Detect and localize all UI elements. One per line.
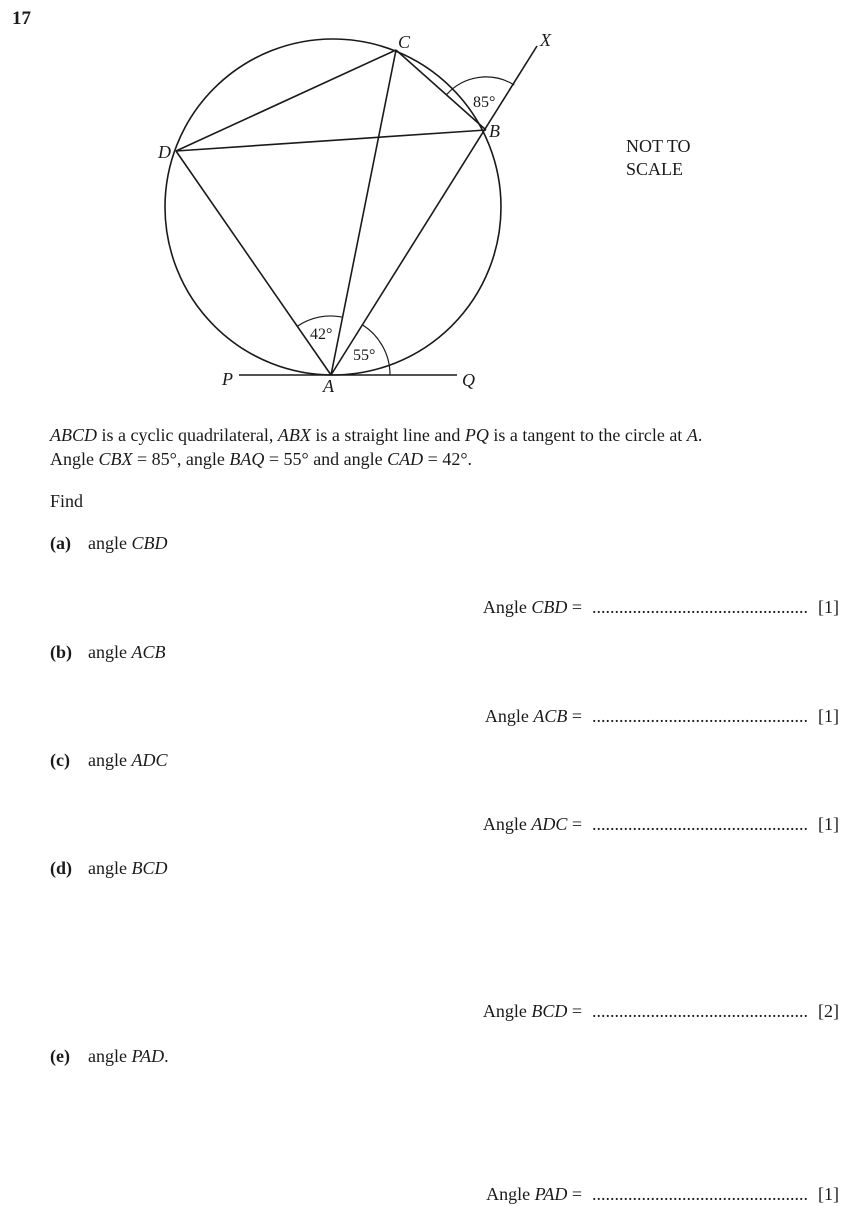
stem-text: = 85°, angle xyxy=(132,449,230,469)
answer-prefix: Angle xyxy=(484,706,529,726)
part-a-prompt xyxy=(50,533,167,554)
prompt-word: angle xyxy=(88,533,127,553)
stem-text: is a tangent to the circle at xyxy=(488,425,687,445)
line-abx xyxy=(331,46,537,375)
segment-dc xyxy=(176,50,396,151)
part-label: (c) xyxy=(50,750,70,770)
answer-eq: = xyxy=(571,814,582,834)
answer-space[interactable]: ................................................ xyxy=(592,1001,808,1021)
answer-angle: BCD xyxy=(531,1001,568,1021)
answer-angle: CBD xyxy=(531,597,568,617)
label-q: Q xyxy=(462,370,475,390)
angle-arc-cbx xyxy=(447,77,515,95)
part-d-prompt xyxy=(50,858,167,879)
stem-text: CBX xyxy=(98,449,133,469)
angle-label-cbx: 85° xyxy=(473,94,496,111)
answer-angle: ADC xyxy=(531,814,568,834)
answer-space[interactable]: ................................................ xyxy=(592,597,808,617)
answer-prefix: Angle xyxy=(482,814,527,834)
prompt-angle: CBD xyxy=(131,533,168,553)
answer-eq: = xyxy=(571,1001,582,1021)
segment-cb xyxy=(396,50,486,130)
prompt-angle: ACB xyxy=(131,642,166,662)
part-label: (e) xyxy=(50,1046,70,1066)
stem-line-1 xyxy=(50,423,702,447)
cyclic-quadrilateral-diagram xyxy=(0,0,853,420)
prompt-end: . xyxy=(164,1046,169,1066)
stem-text: ABX xyxy=(277,425,311,445)
prompt-word: angle xyxy=(88,1046,127,1066)
answer-space[interactable]: ................................................ xyxy=(592,1184,808,1204)
prompt-angle: BCD xyxy=(131,858,168,878)
not-to-scale-line-2: SCALE xyxy=(626,159,684,179)
part-c-answer-line xyxy=(483,814,839,835)
stem-text: ABCD xyxy=(50,425,97,445)
part-e-prompt xyxy=(50,1046,169,1067)
prompt-word: angle xyxy=(88,858,127,878)
stem-text: BAQ xyxy=(229,449,265,469)
stem-text: CAD xyxy=(387,449,424,469)
answer-eq: = xyxy=(571,706,582,726)
answer-prefix: Angle xyxy=(482,597,527,617)
prompt-angle: ADC xyxy=(131,750,168,770)
label-p: P xyxy=(222,369,233,389)
marks: [2] xyxy=(818,1001,839,1021)
stem-text: Angle xyxy=(50,449,99,469)
answer-angle: PAD xyxy=(534,1184,568,1204)
stem-text: = 42°. xyxy=(423,449,473,469)
answer-space[interactable]: ................................................ xyxy=(592,814,808,834)
stem-text: = 55° and angle xyxy=(264,449,388,469)
label-c: C xyxy=(398,32,411,52)
answer-angle: ACB xyxy=(533,706,568,726)
answer-prefix: Angle xyxy=(486,1184,531,1204)
not-to-scale-line-1: NOT TO xyxy=(626,136,691,156)
part-b-prompt xyxy=(50,642,165,663)
answer-eq: = xyxy=(571,597,582,617)
question-stem xyxy=(50,423,702,471)
question-number: 17 xyxy=(12,8,31,29)
answer-eq: = xyxy=(571,1184,582,1204)
stem-line-2 xyxy=(50,447,702,471)
angle-label-cad: 42° xyxy=(310,326,333,343)
label-b: B xyxy=(489,121,500,141)
part-c-prompt xyxy=(50,750,167,771)
angle-arc-cad xyxy=(297,316,343,326)
stem-text: A xyxy=(686,425,698,445)
marks: [1] xyxy=(818,1184,839,1204)
stem-text: is a straight line and xyxy=(310,425,465,445)
marks: [1] xyxy=(818,597,839,617)
label-d: D xyxy=(158,142,171,162)
segment-da xyxy=(176,151,331,375)
label-x: X xyxy=(540,30,551,50)
segment-db xyxy=(176,130,486,151)
answer-prefix: Angle xyxy=(482,1001,527,1021)
label-a: A xyxy=(323,376,334,396)
prompt-angle: PAD xyxy=(131,1046,165,1066)
marks: [1] xyxy=(818,706,839,726)
part-d-answer-line xyxy=(483,1001,839,1022)
find-label: Find xyxy=(50,491,84,511)
part-e-answer-line xyxy=(486,1184,839,1205)
answer-space[interactable]: ................................................ xyxy=(592,706,808,726)
part-label: (d) xyxy=(50,858,72,878)
prompt-word: angle xyxy=(88,642,127,662)
not-to-scale-note xyxy=(626,135,691,181)
part-a-answer-line xyxy=(483,597,839,618)
part-b-answer-line xyxy=(485,706,839,727)
marks: [1] xyxy=(818,814,839,834)
stem-text: PQ xyxy=(464,425,489,445)
stem-text: is a cyclic quadrilateral, xyxy=(97,425,278,445)
part-label: (b) xyxy=(50,642,72,662)
part-label: (a) xyxy=(50,533,71,553)
prompt-word: angle xyxy=(88,750,127,770)
stem-text: . xyxy=(697,425,703,445)
angle-label-baq: 55° xyxy=(353,347,376,364)
